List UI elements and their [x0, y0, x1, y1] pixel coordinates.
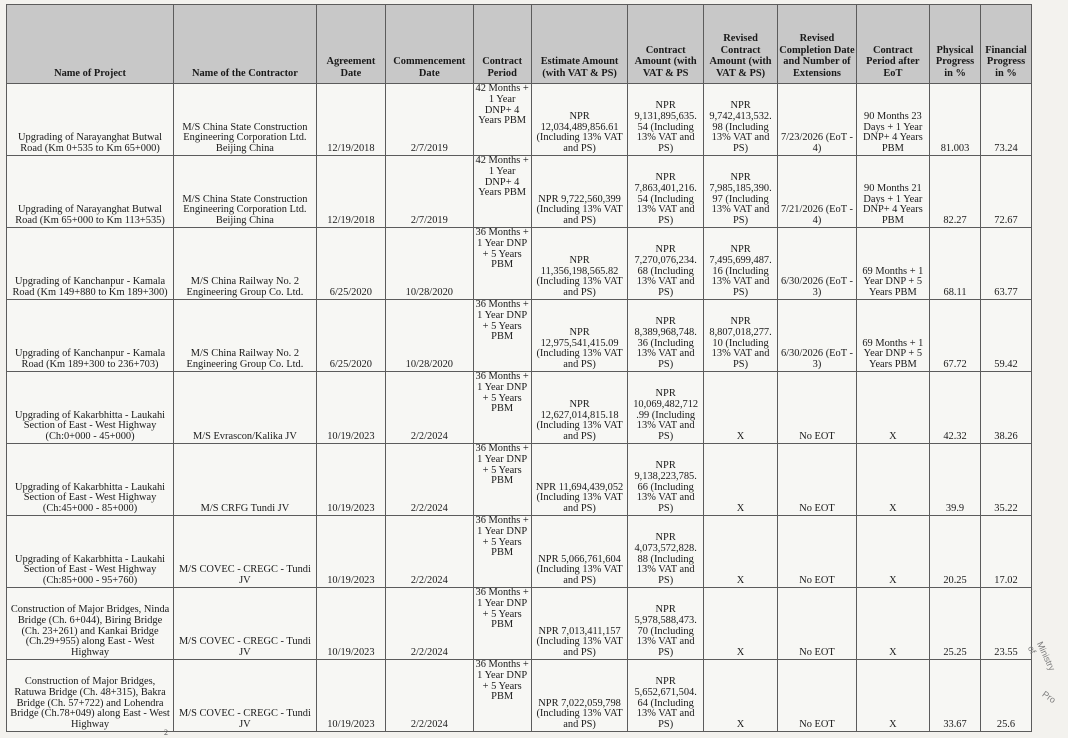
revised-amount-cell: NPR 7,985,185,390. 97 (Including 13% VAT and PS)	[703, 156, 777, 228]
ministry-stamp	[1025, 640, 1068, 730]
stamp-text: Ministry of	[1025, 640, 1058, 673]
financial-progress-cell: 73.24	[980, 84, 1031, 156]
contract-period-cell: 36 Months + 1 Year DNP + 5 Years PBM	[473, 300, 531, 372]
physical-progress-cell: 67.72	[930, 300, 981, 372]
commencement-date-cell: 10/28/2020	[386, 300, 474, 372]
period-after-eot-cell: X	[856, 660, 929, 732]
estimate-amount-cell: NPR 11,356,198,565.82 (Including 13% VAT and PS)	[531, 228, 628, 300]
revised-amount-cell: NPR 9,742,413,532. 98 (Including 13% VAT and PS)	[703, 84, 777, 156]
header-physical-progress: Physical Progress in %	[930, 5, 981, 84]
physical-progress-cell: 33.67	[930, 660, 981, 732]
commencement-date-cell: 2/2/2024	[386, 588, 474, 660]
contract-amount-cell: NPR 5,978,588,473. 70 (Including 13% VAT and PS)	[628, 588, 703, 660]
header-project-name: Name of Project	[7, 5, 174, 84]
period-after-eot-cell: 69 Months + 1 Year DNP + 5 Years PBM	[856, 300, 929, 372]
project-name-cell: Construction of Major Bridges, Ninda Bridge (Ch. 6+044), Biring Bridge (Ch. 23+261) and Kankai Bridge (Ch.29+955) along East - West Highway	[7, 588, 174, 660]
table-row	[7, 300, 1032, 372]
period-after-eot-cell: 69 Months + 1 Year DNP + 5 Years PBM	[856, 228, 929, 300]
financial-progress-cell: 38.26	[980, 372, 1031, 444]
financial-progress-cell: 35.22	[980, 444, 1031, 516]
contract-period-cell: 36 Months + 1 Year DNP + 5 Years PBM	[473, 660, 531, 732]
contractor-cell: M/S COVEC - CREGC - Tundi JV	[174, 516, 317, 588]
estimate-amount-cell: NPR 9,722,560,399 (Including 13% VAT and PS)	[531, 156, 628, 228]
contract-amount-cell: NPR 9,131,895,635. 54 (Including 13% VAT and PS)	[628, 84, 703, 156]
estimate-amount-cell: NPR 7,013,411,157 (Including 13% VAT and PS)	[531, 588, 628, 660]
page-mark: 2	[164, 728, 168, 737]
financial-progress-cell: 25.6	[980, 660, 1031, 732]
estimate-amount-cell: NPR 11,694,439,052 (Including 13% VAT and PS)	[531, 444, 628, 516]
estimate-amount-cell: NPR 12,627,014,815.18 (Including 13% VAT and PS)	[531, 372, 628, 444]
estimate-amount-cell: NPR 12,034,489,856.61 (Including 13% VAT and PS)	[531, 84, 628, 156]
revised-completion-cell: No EOT	[778, 444, 856, 516]
header-contract-period: Contract Period	[473, 5, 531, 84]
period-after-eot-cell: 90 Months 21 Days + 1 Year DNP+ 4 Years PBM	[856, 156, 929, 228]
header-commencement-date: Commencement Date	[386, 5, 474, 84]
header-revised-contract-amount: Revised Contract Amount (with VAT & PS)	[703, 5, 777, 84]
revised-amount-cell: NPR 8,807,018,277. 10 (Including 13% VAT and PS)	[703, 300, 777, 372]
financial-progress-cell: 63.77	[980, 228, 1031, 300]
revised-amount-cell: X	[703, 516, 777, 588]
financial-progress-cell: 59.42	[980, 300, 1031, 372]
agreement-date-cell: 10/19/2023	[316, 372, 385, 444]
contract-amount-cell: NPR 7,270,076,234. 68 (Including 13% VAT and PS)	[628, 228, 703, 300]
commencement-date-cell: 2/7/2019	[386, 156, 474, 228]
contract-amount-cell: NPR 10,069,482,712 .99 (Including 13% VAT and PS)	[628, 372, 703, 444]
contract-amount-cell: NPR 9,138,223,785. 66 (Including 13% VAT and PS)	[628, 444, 703, 516]
table-row	[7, 228, 1032, 300]
contract-amount-cell: NPR 7,863,401,216. 54 (Including 13% VAT and PS)	[628, 156, 703, 228]
table-body	[7, 84, 1032, 732]
table-row	[7, 156, 1032, 228]
revised-completion-cell: No EOT	[778, 660, 856, 732]
project-name-cell: Upgrading of Kanchanpur - Kamala Road (Km 149+880 to Km 189+300)	[7, 228, 174, 300]
agreement-date-cell: 10/19/2023	[316, 660, 385, 732]
project-name-cell: Upgrading of Kakarbhitta - Laukahi Section of East - West Highway (Ch:45+000 - 85+000)	[7, 444, 174, 516]
revised-completion-cell: No EOT	[778, 372, 856, 444]
revised-amount-cell: X	[703, 660, 777, 732]
revised-amount-cell: X	[703, 588, 777, 660]
agreement-date-cell: 12/19/2018	[316, 84, 385, 156]
commencement-date-cell: 2/2/2024	[386, 372, 474, 444]
revised-completion-cell: 7/21/2026 (EoT - 4)	[778, 156, 856, 228]
contract-period-cell: 36 Months + 1 Year DNP + 5 Years PBM	[473, 516, 531, 588]
project-name-cell: Construction of Major Bridges, Ratuwa Bridge (Ch. 48+315), Bakra Bridge (Ch. 57+722) and Lohendra Bridge (Ch.78+049) along East - West Highway	[7, 660, 174, 732]
physical-progress-cell: 81.003	[930, 84, 981, 156]
project-name-cell: Upgrading of Narayanghat Butwal Road (Km 0+535 to Km 65+000)	[7, 84, 174, 156]
contract-period-cell: 42 Months + 1 Year DNP+ 4 Years PBM	[473, 156, 531, 228]
commencement-date-cell: 2/7/2019	[386, 84, 474, 156]
revised-completion-cell: 6/30/2026 (EoT - 3)	[778, 300, 856, 372]
agreement-date-cell: 6/25/2020	[316, 228, 385, 300]
contract-period-cell: 36 Months + 1 Year DNP + 5 Years PBM	[473, 588, 531, 660]
physical-progress-cell: 39.9	[930, 444, 981, 516]
table-header-row	[7, 5, 1032, 84]
financial-progress-cell: 23.55	[980, 588, 1031, 660]
table-row	[7, 516, 1032, 588]
estimate-amount-cell: NPR 5,066,761,604 (Including 13% VAT and PS)	[531, 516, 628, 588]
contract-period-cell: 36 Months + 1 Year DNP + 5 Years PBM	[473, 228, 531, 300]
period-after-eot-cell: X	[856, 516, 929, 588]
contractor-cell: M/S China Railway No. 2 Engineering Group Co. Ltd.	[174, 228, 317, 300]
header-agreement-date: Agreement Date	[316, 5, 385, 84]
header-contractor-name: Name of the Contractor	[174, 5, 317, 84]
contractor-cell: M/S China State Construction Engineering Corporation Ltd. Beijing China	[174, 84, 317, 156]
contractor-cell: M/S COVEC - CREGC - Tundi JV	[174, 588, 317, 660]
revised-completion-cell: No EOT	[778, 588, 856, 660]
revised-completion-cell: 6/30/2026 (EoT - 3)	[778, 228, 856, 300]
agreement-date-cell: 12/19/2018	[316, 156, 385, 228]
period-after-eot-cell: 90 Months 23 Days + 1 Year DNP+ 4 Years PBM	[856, 84, 929, 156]
table-row	[7, 372, 1032, 444]
contractor-cell: M/S COVEC - CREGC - Tundi JV	[174, 660, 317, 732]
revised-amount-cell: X	[703, 444, 777, 516]
physical-progress-cell: 20.25	[930, 516, 981, 588]
physical-progress-cell: 68.11	[930, 228, 981, 300]
contract-period-cell: 36 Months + 1 Year DNP + 5 Years PBM	[473, 372, 531, 444]
contractor-cell: M/S China Railway No. 2 Engineering Group Co. Ltd.	[174, 300, 317, 372]
table-row	[7, 660, 1032, 732]
contract-period-cell: 42 Months + 1 Year DNP+ 4 Years PBM	[473, 84, 531, 156]
commencement-date-cell: 2/2/2024	[386, 660, 474, 732]
table-row	[7, 444, 1032, 516]
contract-period-cell: 36 Months + 1 Year DNP + 5 Years PBM	[473, 444, 531, 516]
project-progress-table	[6, 4, 1032, 732]
project-name-cell: Upgrading of Kanchanpur - Kamala Road (Km 189+300 to 236+703)	[7, 300, 174, 372]
header-revised-completion-date: Revised Completion Date and Number of Extensions	[778, 5, 856, 84]
estimate-amount-cell: NPR 7,022,059,798 (Including 13% VAT and PS)	[531, 660, 628, 732]
physical-progress-cell: 25.25	[930, 588, 981, 660]
contract-amount-cell: NPR 5,652,671,504. 64 (Including 13% VAT and PS)	[628, 660, 703, 732]
header-estimate-amount: Estimate Amount (with VAT & PS)	[531, 5, 628, 84]
contract-amount-cell: NPR 4,073,572,828. 88 (Including 13% VAT and PS)	[628, 516, 703, 588]
agreement-date-cell: 10/19/2023	[316, 444, 385, 516]
table-row	[7, 84, 1032, 156]
stamp-text: Pro	[1040, 688, 1058, 706]
revised-amount-cell: X	[703, 372, 777, 444]
physical-progress-cell: 42.32	[930, 372, 981, 444]
period-after-eot-cell: X	[856, 444, 929, 516]
project-name-cell: Upgrading of Narayanghat Butwal Road (Km 65+000 to Km 113+535)	[7, 156, 174, 228]
period-after-eot-cell: X	[856, 372, 929, 444]
revised-completion-cell: No EOT	[778, 516, 856, 588]
contractor-cell: M/S CRFG Tundi JV	[174, 444, 317, 516]
table-row	[7, 588, 1032, 660]
commencement-date-cell: 10/28/2020	[386, 228, 474, 300]
project-name-cell: Upgrading of Kakarbhitta - Laukahi Section of East - West Highway (Ch:0+000 - 45+000)	[7, 372, 174, 444]
project-name-cell: Upgrading of Kakarbhitta - Laukahi Section of East - West Highway (Ch:85+000 - 95+760)	[7, 516, 174, 588]
physical-progress-cell: 82.27	[930, 156, 981, 228]
commencement-date-cell: 2/2/2024	[386, 444, 474, 516]
header-period-after-eot: Contract Period after EoT	[856, 5, 929, 84]
agreement-date-cell: 10/19/2023	[316, 588, 385, 660]
contract-amount-cell: NPR 8,389,968,748. 36 (Including 13% VAT and PS)	[628, 300, 703, 372]
header-contract-amount: Contract Amount (with VAT & PS	[628, 5, 703, 84]
period-after-eot-cell: X	[856, 588, 929, 660]
agreement-date-cell: 6/25/2020	[316, 300, 385, 372]
contractor-cell: M/S China State Construction Engineering Corporation Ltd. Beijing China	[174, 156, 317, 228]
agreement-date-cell: 10/19/2023	[316, 516, 385, 588]
financial-progress-cell: 17.02	[980, 516, 1031, 588]
estimate-amount-cell: NPR 12,975,541,415.09 (Including 13% VAT and PS)	[531, 300, 628, 372]
header-financial-progress: Financial Progress in %	[980, 5, 1031, 84]
commencement-date-cell: 2/2/2024	[386, 516, 474, 588]
revised-completion-cell: 7/23/2026 (EoT - 4)	[778, 84, 856, 156]
financial-progress-cell: 72.67	[980, 156, 1031, 228]
contractor-cell: M/S Evrascon/Kalika JV	[174, 372, 317, 444]
revised-amount-cell: NPR 7,495,699,487. 16 (Including 13% VAT and PS)	[703, 228, 777, 300]
